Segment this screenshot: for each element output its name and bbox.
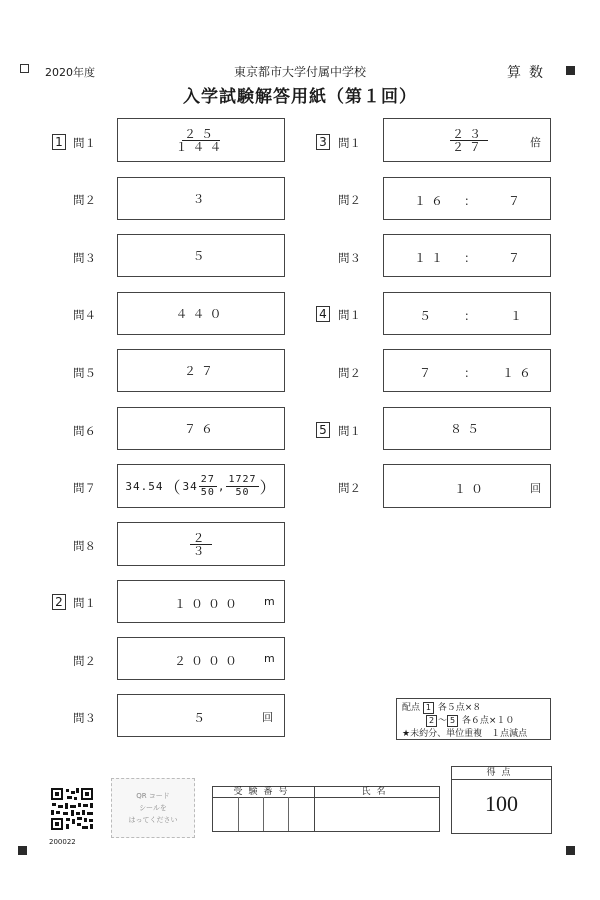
section-ref: 2 — [426, 715, 437, 727]
scoring-line-3: ★未約分、単位重複 １点減点 — [402, 729, 528, 739]
table-divider — [263, 797, 264, 831]
question-label: 問７ — [73, 481, 96, 495]
scoring-prefix: 配点 — [402, 703, 421, 713]
answer-value: １０ — [454, 482, 489, 496]
answer-box-2-3[interactable] — [117, 694, 285, 737]
name-header: 氏名 — [361, 787, 392, 797]
ratio-right: ７ — [508, 251, 526, 265]
exam-number-digit-field[interactable] — [265, 799, 287, 829]
fraction-numerator: ２３ — [452, 127, 487, 141]
qr-instruction-line: はってください — [128, 816, 178, 824]
school-name: 東京都市大学付属中学校 — [233, 65, 366, 79]
answer-box-4-1[interactable] — [383, 292, 551, 335]
table-divider — [213, 797, 439, 798]
section-ref: 5 — [447, 715, 458, 727]
answer-box-3-1[interactable] — [383, 118, 551, 162]
answer-value: ３ — [192, 192, 210, 206]
unit-label: 回 — [262, 711, 273, 724]
table-divider — [288, 797, 289, 831]
question-label: 問１ — [338, 136, 361, 150]
answer-box-5-1[interactable] — [383, 407, 551, 450]
fraction-denominator: １４４ — [175, 139, 227, 154]
section-number-4: 4 — [316, 306, 330, 322]
answer-fraction — [190, 532, 211, 557]
fraction-denominator: 50 — [200, 486, 215, 498]
answer-box-1-4[interactable] — [117, 292, 285, 335]
answer-box-1-5[interactable] — [117, 349, 285, 392]
sheet-code: 200022 — [49, 838, 76, 846]
answer-fraction — [199, 474, 217, 499]
candidate-info-table — [212, 786, 440, 832]
answer-box-1-8[interactable] — [117, 522, 285, 566]
fraction-denominator: ２７ — [452, 140, 487, 154]
answer-fraction — [450, 128, 488, 153]
answer-box-1-2[interactable] — [117, 177, 285, 220]
answer-group — [125, 474, 276, 499]
scoring-line-2 — [402, 715, 545, 728]
question-label: 問２ — [73, 193, 96, 207]
scoring-note — [396, 698, 551, 740]
unit-label: 回 — [530, 482, 541, 495]
question-label: 問６ — [73, 424, 96, 438]
scoring-line-1 — [402, 702, 545, 715]
answer-box-1-1[interactable] — [117, 118, 285, 162]
exam-number-digit-field[interactable] — [290, 799, 312, 829]
answer-box-2-1[interactable] — [117, 580, 285, 623]
answer-value: ４４０ — [175, 307, 227, 321]
exam-number-digit-field[interactable] — [240, 799, 262, 829]
question-label: 問２ — [73, 654, 96, 668]
unit-label: 倍 — [530, 136, 541, 149]
fraction-numerator: 1727 — [228, 473, 257, 485]
answer-box-1-6[interactable] — [117, 407, 285, 450]
ratio-separator: ： — [464, 366, 482, 380]
fraction-denominator: ３ — [192, 543, 210, 558]
answer-value: ２７ — [183, 364, 218, 378]
answer-box-5-2[interactable] — [383, 464, 551, 508]
qr-instruction-line: QR コード — [136, 792, 170, 800]
question-label: 問２ — [338, 481, 361, 495]
question-label: 問１ — [338, 424, 361, 438]
question-label: 問５ — [73, 366, 96, 380]
ratio-separator: ： — [464, 251, 482, 265]
ratio-separator: ： — [464, 194, 482, 208]
answer-fraction — [173, 128, 228, 153]
answer-value: 34.54 — [125, 479, 164, 493]
section-ref: 1 — [423, 702, 434, 714]
answer-box-3-3[interactable] — [383, 234, 551, 277]
exam-year: 2020年度 — [45, 66, 95, 79]
ratio-right: １ — [510, 309, 528, 323]
question-label: 問２ — [338, 366, 361, 380]
qr-code-icon — [49, 786, 95, 832]
scoring-rule: 各６点×１０ — [461, 716, 515, 726]
scoring-rule: 各５点×８ — [437, 703, 482, 713]
fraction-numerator: ２５ — [183, 126, 218, 141]
answer-fraction — [226, 474, 258, 499]
ratio-separator: ： — [464, 309, 482, 323]
question-label: 問２ — [338, 193, 361, 207]
comma: , — [217, 479, 226, 493]
registration-mark — [566, 846, 575, 855]
name-field[interactable] — [316, 799, 437, 829]
answer-box-1-3[interactable] — [117, 234, 285, 277]
score-value: 100 — [485, 791, 518, 816]
answer-value: ８５ — [449, 422, 484, 436]
answer-value: １０００ — [174, 597, 243, 611]
section-number-3: 3 — [316, 134, 330, 150]
answer-value: ５ — [192, 249, 210, 263]
ratio-left: ５ — [419, 309, 437, 323]
question-label: 問８ — [73, 539, 96, 553]
question-label: 問３ — [338, 251, 361, 265]
question-label: 問３ — [73, 711, 96, 725]
fraction-denominator: 50 — [235, 486, 250, 498]
section-number-5: 5 — [316, 422, 330, 438]
question-label: 問３ — [73, 251, 96, 265]
answer-value: ２０００ — [174, 654, 243, 668]
question-label: 問１ — [73, 136, 96, 150]
tilde: ～ — [438, 716, 448, 726]
unit-label: m — [264, 595, 275, 608]
unit-label: m — [264, 652, 275, 665]
answer-value: ５ — [193, 711, 211, 725]
exam-number-digit-field[interactable] — [215, 799, 237, 829]
score-header: 得点 — [452, 767, 551, 780]
subject-label: 算数 — [507, 65, 551, 81]
ratio-left: ７ — [419, 366, 437, 380]
fraction-numerator: ２ — [192, 530, 210, 545]
score-box — [451, 766, 552, 834]
answer-box-4-2[interactable] — [383, 349, 551, 392]
answer-box-1-7[interactable] — [117, 464, 285, 508]
question-label: 問１ — [338, 308, 361, 322]
qr-instruction-line: シールを — [139, 804, 167, 812]
ratio-left: １６ — [414, 194, 449, 208]
question-label: 問４ — [73, 308, 96, 322]
section-number-1: 1 — [52, 134, 66, 150]
answer-box-3-2[interactable] — [383, 177, 551, 220]
paren-open: （ — [164, 477, 182, 497]
page-title: 入学試験解答用紙（第１回） — [183, 87, 417, 107]
table-divider — [238, 797, 239, 831]
fraction-numerator: 27 — [200, 473, 215, 485]
ratio-right: １６ — [502, 366, 537, 380]
answer-box-2-2[interactable] — [117, 637, 285, 680]
question-label: 問１ — [73, 596, 96, 610]
ratio-right: ７ — [508, 194, 526, 208]
section-number-2: 2 — [52, 594, 66, 610]
answer-value: ７６ — [183, 422, 218, 436]
registration-mark — [18, 846, 27, 855]
paren-close: ） — [259, 477, 277, 497]
exam-number-header: 受験番号 — [233, 787, 294, 797]
ratio-left: １１ — [414, 251, 449, 265]
mixed-whole: 34 — [182, 479, 198, 493]
qr-sticker-area — [111, 778, 195, 838]
